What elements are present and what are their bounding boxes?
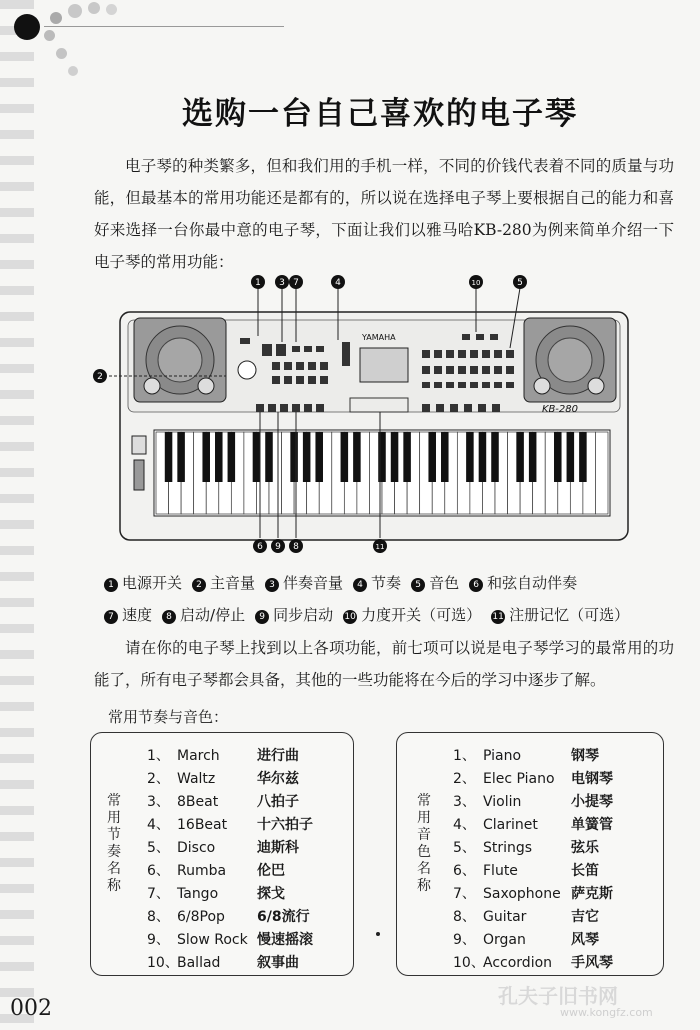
- vertical-label-char: 常: [107, 793, 121, 809]
- item-number: 1、: [453, 748, 476, 764]
- list-item: [453, 860, 599, 883]
- decor-dot: [88, 2, 100, 14]
- item-english-name: Slow Rock: [177, 932, 248, 948]
- item-number: 10、: [147, 955, 179, 971]
- callout-number: 9: [275, 542, 281, 552]
- legend-label: 速度: [122, 606, 153, 624]
- legend-number: 2: [192, 578, 206, 592]
- item-english-name: Organ: [483, 932, 526, 948]
- vertical-label-char: 音: [417, 827, 431, 843]
- vertical-label-char: 名: [107, 861, 121, 877]
- item-chinese-name: 萨克斯: [571, 886, 613, 902]
- legend-label: 音色: [429, 574, 460, 592]
- left-stripe-decoration: [0, 0, 34, 1030]
- item-number: 2、: [147, 771, 170, 787]
- list-item: [453, 929, 599, 952]
- list-item: [453, 883, 613, 906]
- item-chinese-name: 伦巴: [257, 863, 285, 879]
- legend-label: 伴奏音量: [283, 574, 344, 592]
- item-number: 7、: [453, 886, 476, 902]
- callout-number: 6: [257, 542, 263, 552]
- list-item: [147, 837, 299, 860]
- list-item: [147, 745, 299, 768]
- item-number: 6、: [147, 863, 170, 879]
- item-number: 5、: [147, 840, 170, 856]
- legend-label: 和弦自动伴奏: [487, 574, 578, 592]
- item-chinese-name: 慢速摇滚: [257, 932, 313, 948]
- list-item: [147, 952, 299, 975]
- watermark: 孔夫子旧书网: [498, 984, 618, 1008]
- header-rule: [44, 26, 284, 27]
- item-english-name: Tango: [177, 886, 219, 902]
- decor-dot-large: [14, 14, 40, 40]
- item-number: 2、: [453, 771, 476, 787]
- item-chinese-name: 弦乐: [571, 840, 599, 856]
- decor-dot: [68, 4, 82, 18]
- black-key: [428, 432, 436, 482]
- list-item: [147, 768, 299, 791]
- item-chinese-name: 电钢琴: [571, 771, 613, 787]
- legend-item: [491, 606, 629, 624]
- voice-list: [453, 745, 613, 975]
- black-key: [253, 432, 261, 482]
- legend-label: 电源开关: [122, 574, 183, 592]
- vertical-label-char: 称: [107, 878, 121, 894]
- item-chinese-name: 长笛: [571, 863, 599, 879]
- list-item: [453, 791, 613, 814]
- legend-number: 3: [265, 578, 279, 592]
- item-chinese-name: 八拍子: [257, 794, 299, 810]
- item-number: 7、: [147, 886, 170, 902]
- black-key: [491, 432, 499, 482]
- item-chinese-name: 迪斯科: [257, 840, 299, 856]
- watermark-url: www.kongfz.com: [560, 1006, 653, 1019]
- page-title: 选购一台自己喜欢的电子琴: [182, 96, 578, 132]
- item-number: 8、: [453, 909, 476, 925]
- item-english-name: Piano: [483, 748, 522, 764]
- decor-dot: [44, 30, 55, 41]
- item-chinese-name: 单簧管: [571, 817, 613, 833]
- legend-number: 7: [104, 610, 118, 624]
- legend-row-1: [104, 572, 587, 593]
- voice-box: [396, 732, 664, 976]
- item-number: 4、: [147, 817, 170, 833]
- item-english-name: Rumba: [177, 863, 227, 879]
- item-chinese-name: 手风琴: [571, 955, 613, 971]
- legend-label: 注册记忆（可选）: [509, 606, 630, 624]
- item-number: 9、: [147, 932, 170, 948]
- item-english-name: Clarinet: [483, 817, 538, 833]
- legend-item: [192, 574, 255, 592]
- item-number: 3、: [147, 794, 170, 810]
- legend-label: 节奏: [371, 574, 402, 592]
- legend-item: [104, 606, 152, 624]
- legend-label: 主音量: [210, 574, 256, 592]
- vertical-label-char: 用: [107, 810, 121, 826]
- legend-number: 1: [104, 578, 118, 592]
- decor-dot: [106, 4, 117, 15]
- black-key: [202, 432, 210, 482]
- brand-logo: YAMAHA: [362, 333, 396, 342]
- item-number: 5、: [453, 840, 476, 856]
- page-number: 002: [10, 996, 52, 1021]
- list-item: [453, 837, 599, 860]
- callout-number: 7: [293, 278, 299, 288]
- legend-number: 10: [344, 612, 356, 622]
- black-key: [177, 432, 185, 482]
- item-chinese-name: 华尔兹: [257, 771, 299, 787]
- legend-item: [255, 606, 333, 624]
- item-chinese-name: 叙事曲: [257, 955, 299, 971]
- item-number: 9、: [453, 932, 476, 948]
- list-item: [147, 929, 313, 952]
- item-number: 4、: [453, 817, 476, 833]
- black-key: [265, 432, 273, 482]
- section-subtitle: 常用节奏与音色：: [108, 708, 229, 726]
- white-key: [595, 432, 608, 514]
- callout-number: 5: [517, 278, 523, 288]
- legend-number: 4: [353, 578, 367, 592]
- vertical-label-char: 用: [417, 810, 431, 826]
- legend-item: [162, 606, 245, 624]
- legend-label: 同步启动: [273, 606, 334, 624]
- black-key: [391, 432, 399, 482]
- decor-dot: [50, 12, 62, 24]
- black-key: [353, 432, 361, 482]
- black-key: [378, 432, 386, 482]
- legend-label: 力度开关（可选）: [361, 606, 482, 624]
- legend-number: 8: [162, 610, 176, 624]
- item-english-name: Saxophone: [483, 886, 561, 902]
- rhythm-vertical-label: [105, 793, 123, 895]
- black-key: [215, 432, 223, 482]
- black-key: [228, 432, 236, 482]
- rhythm-box: [90, 732, 354, 976]
- callout-number: 2: [97, 372, 103, 382]
- callout-number: 3: [279, 278, 285, 288]
- item-english-name: Violin: [483, 794, 522, 810]
- legend-number: 11: [492, 612, 504, 622]
- item-chinese-name: 探戈: [257, 886, 285, 902]
- callout-number: 10: [471, 279, 481, 287]
- item-english-name: Guitar: [483, 909, 527, 925]
- item-chinese-name: 十六拍子: [257, 817, 313, 833]
- black-key: [529, 432, 537, 482]
- item-number: 8、: [147, 909, 170, 925]
- legend-item: [265, 574, 343, 592]
- vertical-label-char: 称: [417, 878, 431, 894]
- item-chinese-name: 钢琴: [571, 748, 599, 764]
- item-chinese-name: 小提琴: [571, 794, 613, 810]
- black-key: [165, 432, 173, 482]
- vertical-label-char: 名: [417, 861, 431, 877]
- legend-label: 启动/停止: [180, 606, 246, 624]
- item-english-name: Waltz: [177, 771, 216, 787]
- black-key: [479, 432, 487, 482]
- vertical-label-char: 色: [417, 844, 431, 860]
- list-item: [147, 860, 285, 883]
- list-item: [147, 791, 299, 814]
- item-english-name: March: [177, 748, 220, 764]
- black-key: [290, 432, 298, 482]
- item-english-name: Flute: [483, 863, 518, 879]
- legend-item: [411, 574, 459, 592]
- item-chinese-name: 进行曲: [257, 748, 299, 764]
- keyboard-diagram: [92, 270, 652, 560]
- item-english-name: Strings: [483, 840, 533, 856]
- item-english-name: 16Beat: [177, 817, 228, 833]
- item-english-name: 8Beat: [177, 794, 219, 810]
- callout-number: 1: [255, 278, 261, 288]
- black-key: [466, 432, 474, 482]
- callout-number: 4: [335, 278, 341, 288]
- list-item: [453, 906, 599, 929]
- legend-item: [469, 574, 577, 592]
- black-key: [554, 432, 562, 482]
- item-number: 1、: [147, 748, 170, 764]
- body-paragraph-2: 请在你的电子琴上找到以上各项功能，前七项可以说是电子琴学习的最常用的功能了，所有电子琴都会具备，其他的一些功能将在今后的学习中逐步了解。: [94, 639, 674, 689]
- print-speck: [376, 932, 380, 936]
- item-english-name: Ballad: [177, 955, 221, 971]
- item-number: 6、: [453, 863, 476, 879]
- legend-item: [104, 574, 182, 592]
- item-chinese-name: 吉它: [571, 909, 599, 925]
- left-speaker: [134, 318, 226, 402]
- vertical-label-char: 常: [417, 793, 431, 809]
- legend-row-2: [104, 604, 639, 625]
- legend-item: [343, 606, 481, 624]
- model-label: KB-280: [542, 404, 578, 415]
- list-item: [453, 745, 599, 768]
- vertical-label-char: 奏: [107, 844, 121, 860]
- decor-dot: [56, 48, 67, 59]
- item-english-name: Accordion: [483, 955, 553, 971]
- black-key: [567, 432, 575, 482]
- item-english-name: Elec Piano: [483, 771, 555, 787]
- item-number: 3、: [453, 794, 476, 810]
- item-chinese-name: 6/8流行: [257, 909, 310, 925]
- right-speaker: [524, 318, 616, 402]
- list-item: [147, 814, 313, 837]
- item-number: 10、: [453, 955, 485, 971]
- rhythm-list: [147, 745, 313, 975]
- legend-number: 5: [411, 578, 425, 592]
- decor-dot: [68, 66, 78, 76]
- list-item: [147, 906, 310, 929]
- list-item: [147, 883, 285, 906]
- legend-item: [353, 574, 401, 592]
- item-chinese-name: 风琴: [571, 932, 599, 948]
- legend-number: 9: [255, 610, 269, 624]
- black-key: [315, 432, 323, 482]
- black-key: [441, 432, 449, 482]
- black-key: [341, 432, 349, 482]
- list-item: [453, 768, 613, 791]
- black-key: [403, 432, 411, 482]
- list-item: [453, 814, 613, 837]
- black-key: [516, 432, 524, 482]
- vertical-label-char: 节: [107, 827, 121, 843]
- voice-vertical-label: [415, 793, 433, 895]
- item-english-name: Disco: [177, 840, 216, 856]
- callout-number: 8: [293, 542, 299, 552]
- callout-number: 11: [375, 543, 385, 551]
- item-english-name: 6/8Pop: [177, 909, 225, 925]
- black-key: [579, 432, 587, 482]
- legend-number: 6: [469, 578, 483, 592]
- black-key: [303, 432, 311, 482]
- intro-paragraph: 电子琴的种类繁多，但和我们用的手机一样，不同的价钱代表着不同的质量与功能，但最基本的常用功能还是都有的，所以说在选择电子琴上要根据自己的能力和喜好来选择一台你最中意的电子琴，下面让我们以雅马哈KB-280为例来简单介绍一下电子琴的常用功能：: [94, 157, 674, 271]
- list-item: [453, 952, 613, 975]
